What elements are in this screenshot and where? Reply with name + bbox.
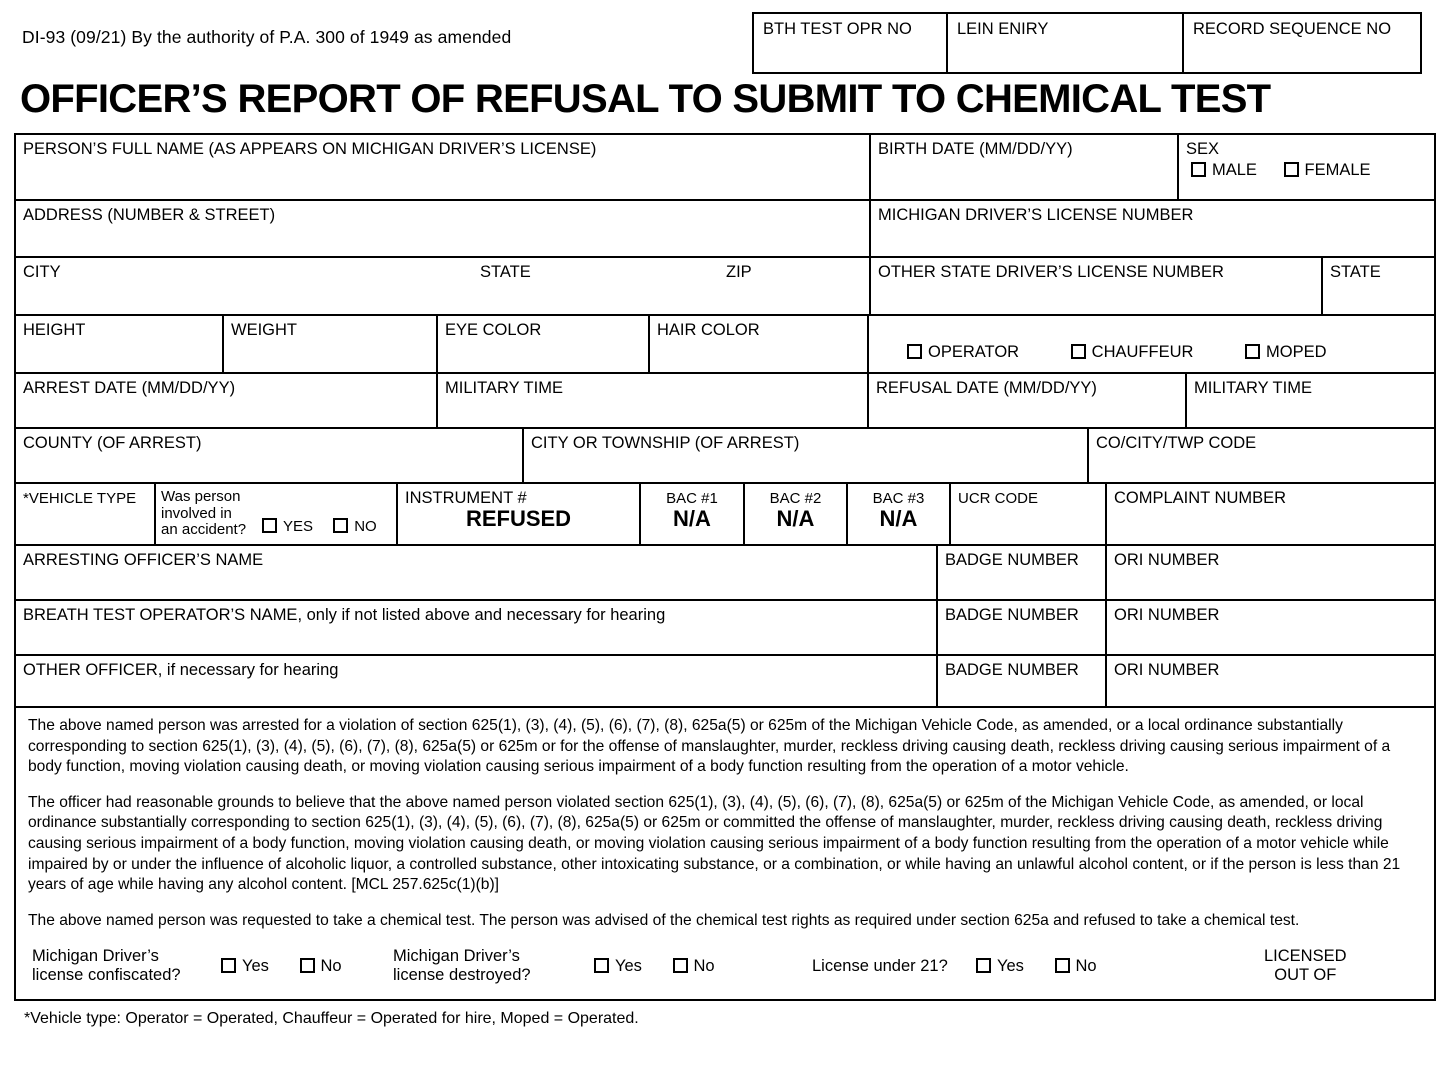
refusal-date-label: REFUSAL DATE (MM/DD/YY) xyxy=(876,379,1097,397)
person-full-name-label: PERSON’S FULL NAME (AS APPEARS ON MICHIGAN DRIVER’S LICENSE) xyxy=(23,140,597,158)
other-officer-name-field[interactable] xyxy=(16,656,938,706)
complaint-number-field[interactable] xyxy=(1107,484,1434,544)
checkbox-icon[interactable] xyxy=(1245,344,1260,359)
license-class-operator-option[interactable] xyxy=(907,343,1019,362)
arrest-military-time-field[interactable] xyxy=(438,374,869,427)
checkbox-icon[interactable] xyxy=(1284,162,1299,177)
michigan-dl-number-label: MICHIGAN DRIVER’S LICENSE NUMBER xyxy=(878,206,1194,224)
license-under-21-options xyxy=(976,957,1097,976)
license-destroyed-yes-label: Yes xyxy=(615,957,642,976)
license-under-21-no-label: No xyxy=(1075,957,1097,976)
zip-label: ZIP xyxy=(726,263,752,281)
record-sequence-no-label: RECORD SEQUENCE NO xyxy=(1193,20,1392,38)
accident-no-label: NO xyxy=(354,518,377,535)
sex-field[interactable] xyxy=(1179,135,1434,199)
row-county-township-code xyxy=(16,429,1434,484)
row-address-dl xyxy=(16,201,1434,258)
license-confiscated-line1: Michigan Driver’s xyxy=(32,947,159,966)
co-city-twp-code-label: CO/CITY/TWP CODE xyxy=(1096,434,1257,452)
sex-male-label: MALE xyxy=(1212,161,1257,179)
bac3-field[interactable] xyxy=(848,484,951,544)
row-city-state-zip xyxy=(16,258,1434,316)
weight-label: WEIGHT xyxy=(231,321,297,339)
checkbox-icon[interactable] xyxy=(300,958,315,973)
page-title: OFFICER’S REPORT OF REFUSAL TO SUBMIT TO CHEMICAL TEST xyxy=(20,77,1271,121)
bac1-label: BAC #1 xyxy=(666,490,718,507)
license-confiscated-no-option[interactable] xyxy=(300,957,342,976)
license-under-21-yes-option[interactable] xyxy=(976,957,1024,976)
bac2-field[interactable] xyxy=(745,484,848,544)
complaint-number-label: COMPLAINT NUMBER xyxy=(1114,489,1287,507)
arrest-date-label: ARREST DATE (MM/DD/YY) xyxy=(23,379,236,397)
breath-test-operator-ori-number-field[interactable] xyxy=(1107,601,1434,654)
michigan-dl-number-field[interactable] xyxy=(871,201,1434,256)
lein-entry-field[interactable] xyxy=(948,14,1184,72)
county-of-arrest-field[interactable] xyxy=(16,429,524,482)
license-destroyed-line1: Michigan Driver’s xyxy=(393,947,520,966)
arrest-military-time-label: MILITARY TIME xyxy=(445,379,563,397)
eye-color-label: EYE COLOR xyxy=(445,321,542,339)
co-city-twp-code-field[interactable] xyxy=(1089,429,1434,482)
bth-test-opr-no-field[interactable] xyxy=(754,14,948,72)
license-destroyed-no-option[interactable] xyxy=(673,957,715,976)
vehicle-type-label: *VEHICLE TYPE xyxy=(23,490,137,507)
refusal-military-time-label: MILITARY TIME xyxy=(1194,379,1312,397)
arrest-date-field[interactable] xyxy=(16,374,438,427)
license-class-field[interactable] xyxy=(869,316,1434,372)
license-class-moped-label: MOPED xyxy=(1266,343,1327,361)
license-destroyed-options xyxy=(594,957,715,976)
bth-test-opr-no-label: BTH TEST OPR NO xyxy=(763,20,912,38)
person-full-name-field[interactable] xyxy=(16,135,871,199)
checkbox-icon[interactable] xyxy=(594,958,609,973)
address-label: ADDRESS (NUMBER & STREET) xyxy=(23,206,276,224)
license-class-moped-option[interactable] xyxy=(1245,343,1327,362)
instrument-number-field[interactable] xyxy=(398,484,641,544)
license-class-chauffeur-label: CHAUFFEUR xyxy=(1091,343,1194,361)
height-label: HEIGHT xyxy=(23,321,86,339)
licensed-out-of-field[interactable] xyxy=(1264,947,1347,985)
sex-label: SEX xyxy=(1186,140,1220,158)
disposition-questions-row xyxy=(16,941,1434,999)
county-of-arrest-label: COUNTY (OF ARREST) xyxy=(23,434,202,452)
row-name-birth-sex xyxy=(16,135,1434,201)
ucr-code-field[interactable] xyxy=(951,484,1107,544)
accident-question-field[interactable] xyxy=(156,484,398,544)
other-state-dl-number-label: OTHER STATE DRIVER’S LICENSE NUMBER xyxy=(878,263,1224,281)
vehicle-type-field[interactable] xyxy=(16,484,156,544)
sex-female-label: FEMALE xyxy=(1304,161,1371,179)
legal-paragraph-3: The above named person was requested to take a chemical test. The person was advised of the chemical test rights as required under section 625a and refused to take a chemical test. xyxy=(28,911,1300,929)
license-confiscated-no-label: No xyxy=(320,957,342,976)
bac2-label: BAC #2 xyxy=(769,490,822,507)
row-arresting-officer xyxy=(16,546,1434,601)
license-destroyed-line2: license destroyed? xyxy=(393,966,531,985)
city-or-township-of-arrest-label: CITY OR TOWNSHIP (OF ARREST) xyxy=(531,434,800,452)
checkbox-icon[interactable] xyxy=(673,958,688,973)
breath-test-operator-name-label: BREATH TEST OPERATOR’S NAME, only if not listed above and necessary for hearing xyxy=(23,606,666,624)
form-id-line: DI-93 (09/21) By the authority of P.A. 300 of 1949 as amended xyxy=(22,27,512,47)
license-destroyed-yes-option[interactable] xyxy=(594,957,642,976)
other-officer-badge-number-field[interactable] xyxy=(938,656,1107,706)
record-sequence-no-field[interactable] xyxy=(1184,14,1420,72)
license-destroyed-question xyxy=(393,947,531,985)
sex-female-option[interactable] xyxy=(1284,161,1371,180)
birth-date-label: BIRTH DATE (MM/DD/YY) xyxy=(878,140,1073,158)
breath-test-operator-badge-number-field[interactable] xyxy=(938,601,1107,654)
row-breath-test-operator xyxy=(16,601,1434,656)
ucr-code-label: UCR CODE xyxy=(958,490,1039,507)
row-arrest-refusal-dates xyxy=(16,374,1434,429)
bac2-value: N/A xyxy=(776,506,815,531)
weight-field[interactable] xyxy=(224,316,438,372)
bac1-value: N/A xyxy=(673,506,711,531)
other-state-label: STATE xyxy=(1330,263,1381,281)
sex-male-option[interactable] xyxy=(1191,161,1257,180)
accident-yes-label: YES xyxy=(283,518,314,535)
legal-text-block xyxy=(16,708,1434,941)
lein-entry-label: LEIN ENIRY xyxy=(957,20,1049,38)
checkbox-icon[interactable] xyxy=(1055,958,1070,973)
bac3-label: BAC #3 xyxy=(872,490,925,507)
checkbox-icon[interactable] xyxy=(907,344,922,359)
ori-number-label: ORI NUMBER xyxy=(1114,551,1220,569)
badge-number-label: BADGE NUMBER xyxy=(945,661,1079,679)
accident-question-line2: involved in xyxy=(161,504,232,522)
other-state-field[interactable] xyxy=(1323,258,1434,314)
licensed-out-of-line2: OUT OF xyxy=(1274,966,1337,985)
city-state-zip-field[interactable] xyxy=(16,258,871,314)
accident-question-line1: Was person xyxy=(161,488,241,505)
arresting-officer-badge-number-field[interactable] xyxy=(938,546,1107,599)
legal-paragraph-2: The officer had reasonable grounds to believe that the above named person violated section 625(1), (3), (4), (5), (6), (7), (8), 625a(5) or 625m of the Michigan Vehicle Code, as amended, or local ordinance substantially corresponding to section 625(1), (3), (4), (5), (6), (7), (8), 625a(5) or 625m or committed the offense of manslaughter, murder, reckless driving causing death, reckless driving causing serious impairment of a body function, moving violation causing death, or moving violation causing serious impairment of a body function resulting from the operation of a motor vehicle while impaired by or under the influence of alcoholic liquor, a controlled substance, other intoxicating substance, or a combination, or while having an unlawful alcohol content, or if the person is less than 21 years of age while having any alcohol content. [MCL 257.625c(1)(b)] xyxy=(28,793,1401,894)
other-officer-ori-number-field[interactable] xyxy=(1107,656,1434,706)
bac3-value: N/A xyxy=(879,506,918,531)
license-destroyed-no-label: No xyxy=(693,957,715,976)
arresting-officer-ori-number-field[interactable] xyxy=(1107,546,1434,599)
ori-number-label: ORI NUMBER xyxy=(1114,661,1220,679)
accident-question-line3: an accident? xyxy=(161,521,247,538)
birth-date-field[interactable] xyxy=(871,135,1179,199)
license-confiscated-line2: license confiscated? xyxy=(32,966,181,985)
checkbox-icon[interactable] xyxy=(976,958,991,973)
eye-color-field[interactable] xyxy=(438,316,650,372)
checkbox-icon[interactable] xyxy=(1071,344,1086,359)
license-under-21-label: License under 21? xyxy=(812,957,948,976)
city-label: CITY xyxy=(23,263,61,281)
row-physical-license-class xyxy=(16,316,1434,374)
hair-color-label: HAIR COLOR xyxy=(657,321,760,339)
license-class-chauffeur-option[interactable] xyxy=(1071,343,1194,362)
license-under-21-question xyxy=(812,957,948,976)
address-field[interactable] xyxy=(16,201,871,256)
accident-yes-option[interactable] xyxy=(262,517,313,536)
state-label: STATE xyxy=(480,263,531,281)
footer-note: *Vehicle type: Operator = Operated, Chauffeur = Operated for hire, Moped = Operated. xyxy=(24,1010,639,1028)
license-class-operator-label: OPERATOR xyxy=(928,343,1020,361)
checkbox-icon[interactable] xyxy=(333,518,348,533)
checkbox-icon[interactable] xyxy=(221,958,236,973)
other-officer-name-label: OTHER OFFICER, if necessary for hearing xyxy=(23,661,339,679)
arresting-officer-name-label: ARRESTING OFFICER’S NAME xyxy=(23,551,264,569)
height-field[interactable] xyxy=(16,316,224,372)
city-or-township-of-arrest-field[interactable] xyxy=(524,429,1089,482)
legal-paragraph-1: The above named person was arrested for a violation of section 625(1), (3), (4), (5), (6), (7), (8), 625a(5) or 625m of the Michigan Vehicle Code, as amended, or a local ordinance substantially corresponding to section 625(1), (3), (4), (5), (6), (7), (8), 625a(5) or 625m or for the offense of manslaughter, murder, reckless driving causing death, reckless driving causing serious impairment of a body function, moving violation causing death, or moving violation causing serious impairment of a body function resulting from the operation of a motor vehicle. xyxy=(28,717,1391,776)
checkbox-icon[interactable] xyxy=(1191,162,1206,177)
badge-number-label: BADGE NUMBER xyxy=(945,606,1079,624)
badge-number-label: BADGE NUMBER xyxy=(945,551,1079,569)
license-confiscated-yes-option[interactable] xyxy=(221,957,269,976)
licensed-out-of-line1: LICENSED xyxy=(1264,947,1347,966)
arresting-officer-name-field[interactable] xyxy=(16,546,938,599)
instrument-number-value: REFUSED xyxy=(465,506,572,531)
checkbox-icon[interactable] xyxy=(262,518,277,533)
breath-test-operator-name-field[interactable] xyxy=(16,601,938,654)
license-under-21-no-option[interactable] xyxy=(1055,957,1097,976)
other-state-dl-number-field[interactable] xyxy=(871,258,1323,314)
form-table xyxy=(14,133,1436,1001)
license-confiscated-question xyxy=(32,947,181,985)
ori-number-label: ORI NUMBER xyxy=(1114,606,1220,624)
row-other-officer xyxy=(16,656,1434,708)
license-confiscated-yes-label: Yes xyxy=(242,957,269,976)
form-header xyxy=(0,0,1448,76)
bac1-field[interactable] xyxy=(641,484,745,544)
hair-color-field[interactable] xyxy=(650,316,869,372)
license-confiscated-options xyxy=(221,957,342,976)
row-legal-statements xyxy=(16,708,1434,999)
row-vehicle-test-results xyxy=(16,484,1434,546)
refusal-military-time-field[interactable] xyxy=(1187,374,1434,427)
header-admin-boxes xyxy=(752,12,1422,74)
accident-no-option[interactable] xyxy=(333,517,377,536)
instrument-number-label: INSTRUMENT # xyxy=(405,489,527,507)
refusal-date-field[interactable] xyxy=(869,374,1187,427)
license-under-21-yes-label: Yes xyxy=(997,957,1024,976)
